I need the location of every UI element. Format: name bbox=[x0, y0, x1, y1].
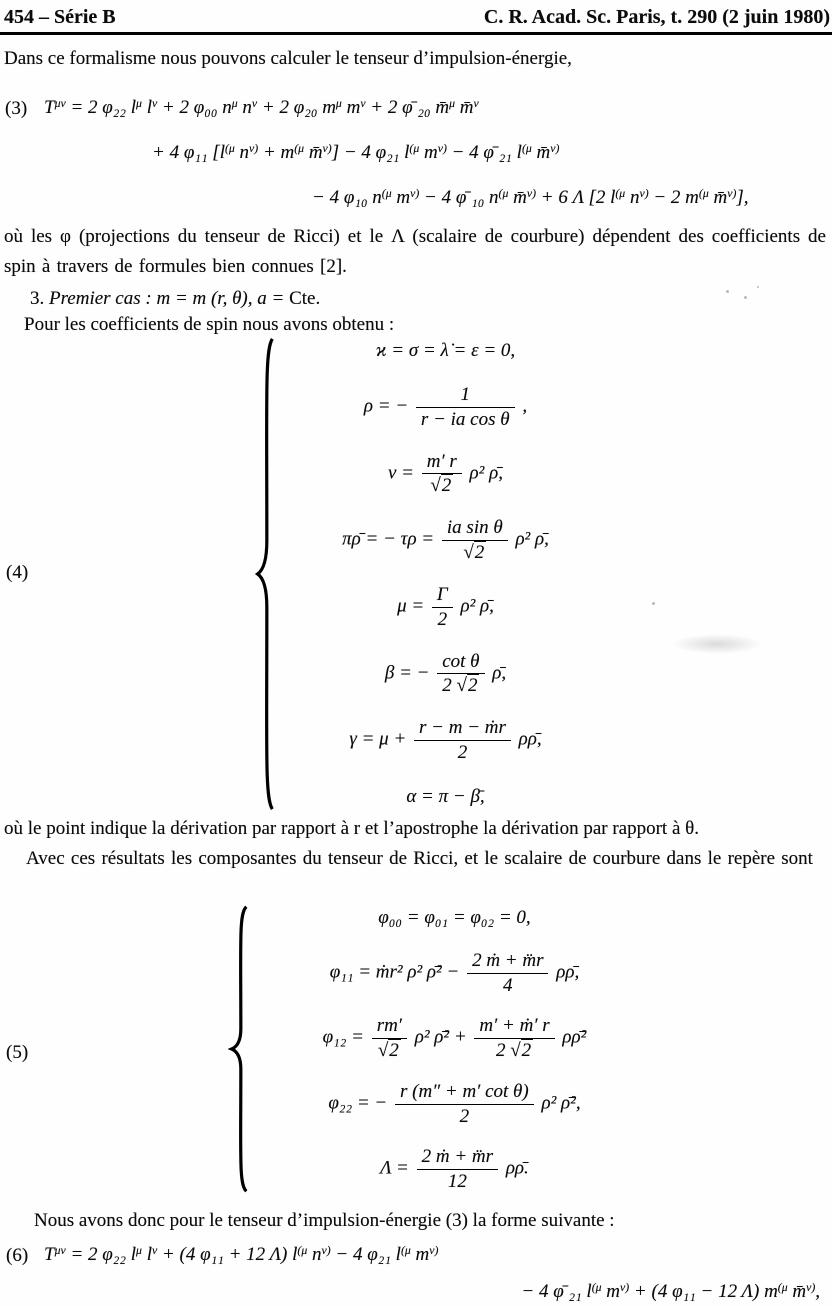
eq5-label: (5) bbox=[6, 1042, 29, 1063]
paragraph-spin-coefficients: Pour les coefficients de spin nous avons obtenu : bbox=[24, 314, 395, 335]
equation-line: Λ = $\frac{\text{2 ṁ + m̈r}}{12}$ ρρ̄. bbox=[380, 1146, 529, 1193]
equation-line: μ = $\frac{\Gamma}{2}$ ρ² ρ̄, bbox=[397, 583, 494, 630]
journal-reference: C. R. Acad. Sc. Paris, t. 290 (2 juin 1980) bbox=[483, 6, 830, 28]
eq6-label: (6) bbox=[6, 1245, 29, 1266]
equation-6-line-1: $T^{\mu\nu} = 2$ φ₂₂ $l^\mu$ $l^\nu + (4$ φ₁₁ + 12 Λ) $l^{(\mu}$ $n^{\nu)} - 4$ φ₂₁ $l^{(\mu}$ $m^{\nu)}$ bbox=[44, 1243, 439, 1265]
equation-3-line-1: $T^{\mu\nu} = 2$ φ₂₂ $l^\mu$ $l^\nu + 2$ φ₀₀ $n^\mu$ $n^\nu + 2$ φ₂₀ $m^\mu$ $m^\nu + 2$ φ̄ ₂₀ m̄$^\mu$ m̄$^\nu$ bbox=[44, 96, 479, 118]
paragraph-intro: Dans ce formalisme nous pouvons calculer le tenseur d’impulsion-énergie, bbox=[4, 48, 572, 69]
equation-line: φ₁₂ = $\frac{rm'}{√2}$ ρ² ρ̄² + $\frac{\text{m′ + ṁ′ r}}{2 √2}$ ρρ̄² bbox=[322, 1015, 587, 1062]
scan-speck bbox=[726, 290, 729, 293]
scan-speck bbox=[757, 286, 759, 288]
page-header bbox=[4, 6, 830, 29]
equation-line: ϰ = σ = λ̇ = ε = 0, bbox=[375, 340, 516, 361]
equation-line: α = π − β̄, bbox=[406, 785, 485, 807]
eq3-label: (3) bbox=[5, 98, 28, 119]
paragraph-phi-lambda: où les φ (projections du tenseur de Ricci) et le Λ (scalaire de courbure) dépendent des coefficients de spin à travers de formules bien connues [2]. bbox=[4, 226, 826, 277]
equation-4 bbox=[258, 338, 633, 810]
paragraph-derivation-note: où le point indique la dérivation par rapport à r et l’apostrophe la dérivation par rapport à θ. bbox=[4, 818, 699, 839]
equation-line: ρ = − $\frac{1}{\text{r − ia cos θ}}$ , bbox=[363, 383, 528, 430]
equation-line: β = − $\frac{\text{cot θ}}{2 √2}$ ρ̄, bbox=[384, 650, 507, 697]
header-rule bbox=[0, 32, 832, 35]
equation-line: φ₂₂ = − $\frac{\text{r (m″ + m′ cot θ)}}{2}$ ρ² ρ̄², bbox=[328, 1080, 581, 1127]
scan-speck bbox=[744, 296, 747, 299]
section-number: 3. bbox=[30, 288, 49, 309]
equation-line: ν = $\frac{m' r}{√2}$ ρ² ρ̄, bbox=[388, 450, 503, 497]
section-title: Premier cas : bbox=[49, 288, 152, 309]
eq5-left-brace bbox=[228, 905, 250, 1193]
section-math: m = m (r, θ), a = bbox=[151, 288, 290, 309]
scan-smudge bbox=[672, 634, 762, 654]
equation-3-line-3: − 4 φ₁₀ $n^{(\mu}$ $m^{\nu)} - 4$ φ̄ ₁₀ $n^{(\mu}$ m̄$^{\nu)}$ + 6 Λ [2 $l^{(\mu}$ $n^{\nu)} - 2$ $m^{(\mu}$ m̄$^{\nu)}$], bbox=[312, 186, 749, 208]
equation-line: φ₁₁ = ṁr² ρ² ρ̄² − $\frac{\text{2 ṁ + m̈r}}{4}$ ρρ̄, bbox=[329, 949, 580, 996]
scan-speck bbox=[652, 602, 655, 605]
page-number: 454 – Série B bbox=[4, 6, 116, 28]
equation-3-line-2: + 4 φ₁₁ [$l^{(\mu}$ $n^{\nu)} + m^{(\mu}$ m̄$^{\nu)}$] − 4 φ₂₁ $l^{(\mu}$ $m^{\nu)} - 4$ φ̄ ₂₁ $l^{(\mu}$ m̄$^{\nu)}$ bbox=[152, 141, 560, 163]
paragraph-conclusion: Nous avons donc pour le tenseur d’impulsion-énergie (3) la forme suivante : bbox=[34, 1210, 615, 1231]
eq4-label: (4) bbox=[6, 562, 29, 583]
paragraph-ricci-results: Avec ces résultats les composantes du tenseur de Ricci, et le scalaire de courbure dans le repère sont bbox=[26, 848, 813, 869]
section-tail: Cte. bbox=[289, 288, 321, 309]
equation-5 bbox=[252, 905, 657, 1193]
equation-6-line-2: − 4 φ̄ ₂₁ $l^{(\mu}$ $m^{\nu)} + (4$ φ₁₁ − 12 Λ) $m^{(\mu}$ m̄$^{\nu)}$, bbox=[521, 1280, 820, 1302]
equation-line: γ = μ + $\frac{\text{r − m − ṁr}}{2}$ ρρ̄, bbox=[349, 717, 542, 764]
equation-line: πρ̄ = − τρ = $\frac{\text{ia sin θ}}{√2}$ ρ² ρ̄, bbox=[342, 517, 549, 564]
equation-line: φ₀₀ = φ₀₁ = φ₀₂ = 0, bbox=[378, 907, 531, 928]
